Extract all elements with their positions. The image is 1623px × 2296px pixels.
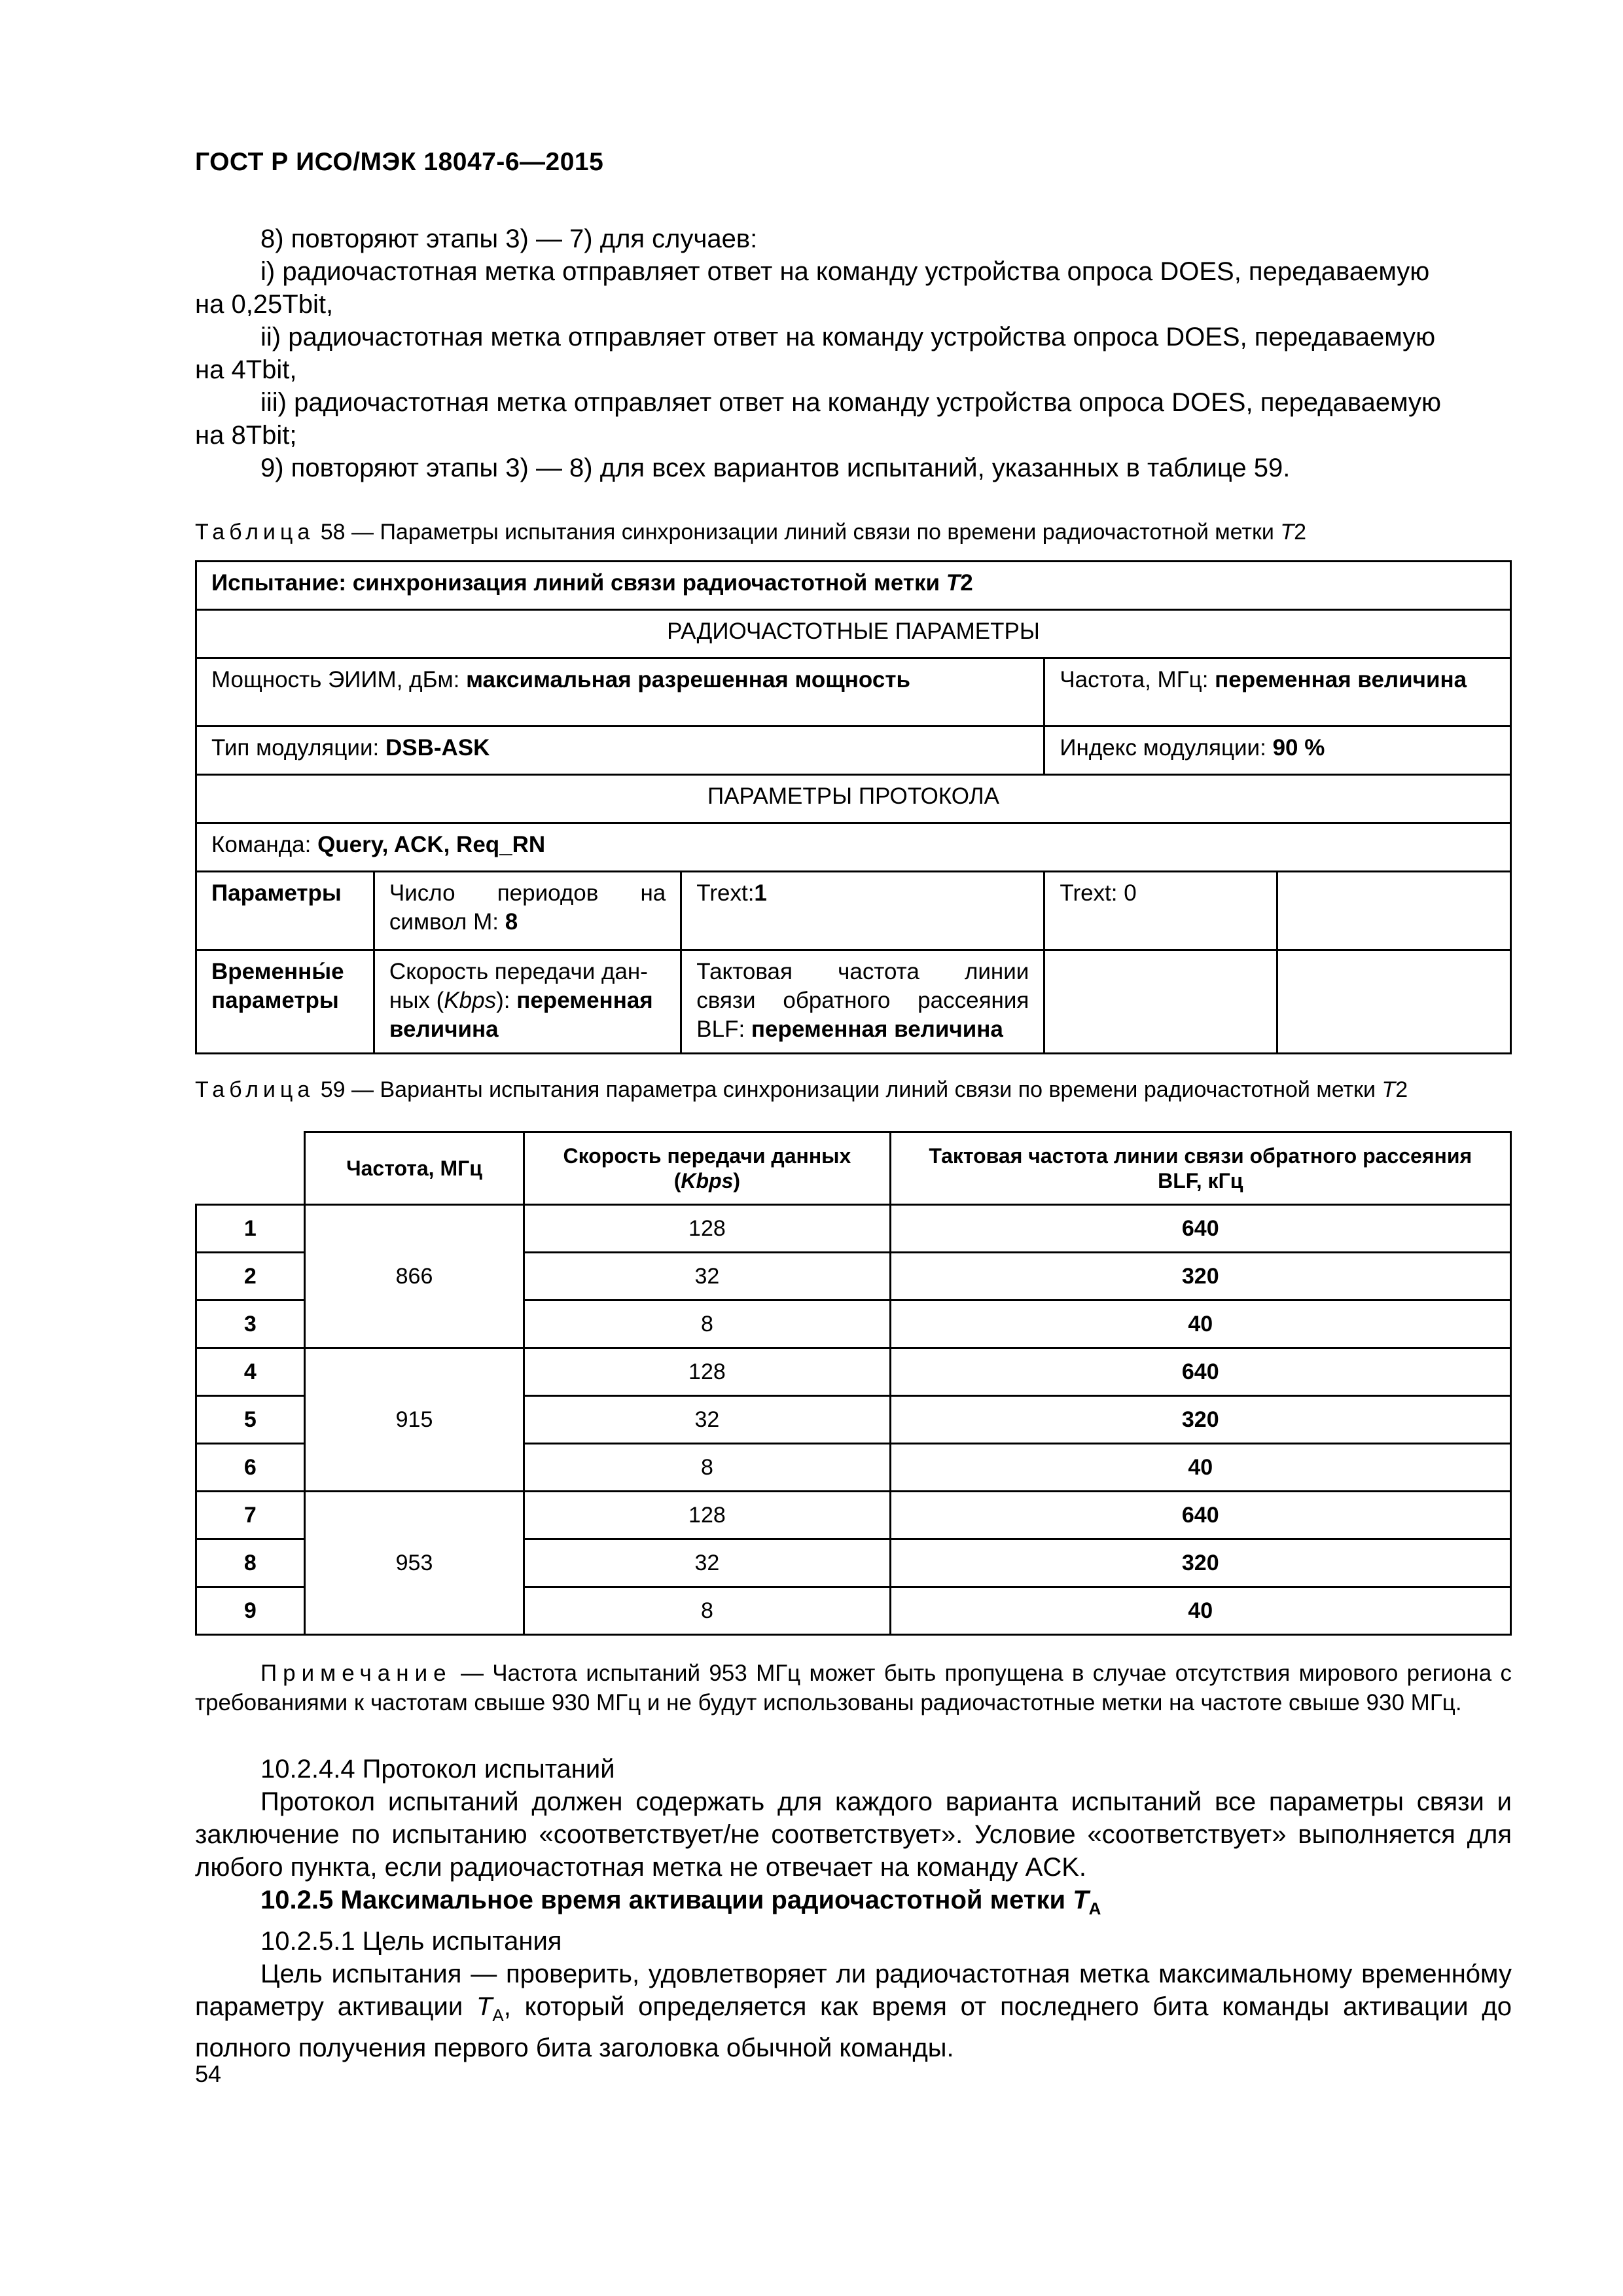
row-number: 6 — [196, 1444, 305, 1492]
rate-cell: 128 — [524, 1492, 890, 1539]
row-number: 9 — [196, 1587, 305, 1635]
rate-cell: 32 — [524, 1539, 890, 1587]
table58-command-cell — [196, 823, 1511, 872]
row-number: 1 — [196, 1205, 305, 1253]
blf-label: BLF: — [696, 1016, 745, 1042]
standard-header: ГОСТ Р ИСО/МЭК 18047-6—2015 — [195, 148, 604, 176]
row-number: 7 — [196, 1492, 305, 1539]
blf-line3 — [696, 1015, 1029, 1044]
blf-cell: 40 — [890, 1587, 1511, 1635]
blf-cell: 40 — [890, 1300, 1511, 1348]
table-row — [196, 1492, 1511, 1539]
modindex-label: Индекс модуляции: — [1060, 735, 1266, 761]
note-text: — Частота испытаний 953 МГц может быть пропущена в случае отсутствия мирового региона с требованиями к частотам свыше 930 МГц и не будут использованы радиочастотные метки на частоте свыше 930 МГц. — [195, 1660, 1512, 1715]
blf-cell: 640 — [890, 1492, 1511, 1539]
row-number: 5 — [196, 1396, 305, 1444]
frequency-cell: 953 — [304, 1492, 524, 1635]
freq-value: переменная величина — [1215, 667, 1467, 692]
note-label: Примечание — [260, 1660, 452, 1686]
command-value: Query, ACK, Req_RN — [317, 832, 546, 857]
table59-caption-symbol-index: 2 — [1395, 1077, 1408, 1102]
table-row — [196, 1348, 1511, 1396]
table-row — [196, 872, 1511, 950]
rate-value: переменная — [516, 988, 653, 1013]
header-rate-kbps: Kbps — [681, 1169, 734, 1193]
blf-cell: 320 — [890, 1539, 1511, 1587]
trext1-value: 1 — [754, 880, 767, 906]
table-59 — [195, 1131, 1512, 1636]
section-10-2-4-4 — [195, 1753, 1512, 1884]
section-body-10-2-5-1-symbol-index: A — [492, 2005, 504, 2025]
rate-cell: 128 — [524, 1348, 890, 1396]
table58-power-cell — [196, 658, 1044, 726]
trext0-cell: Trext: 0 — [1044, 872, 1277, 950]
blf-cell — [681, 950, 1044, 1054]
table58-caption-symbol: T — [1280, 520, 1294, 545]
rate-line1: Скорость передачи дан- — [389, 959, 648, 984]
section-heading-10-2-5 — [195, 1884, 1512, 1925]
periods-cell — [374, 872, 681, 950]
rate-line2 — [389, 986, 666, 1015]
case-ii-line2: на 4Tbit, — [195, 355, 297, 384]
params-label: Параметры — [196, 872, 374, 950]
header-rate-line1: Скорость передачи данных — [563, 1144, 851, 1168]
blf-line2: связи обратного рассеяния — [696, 988, 1029, 1013]
rate-kbps: Kbps — [444, 988, 497, 1013]
frequency-cell: 915 — [304, 1348, 524, 1492]
header-blf — [890, 1132, 1511, 1205]
page-number: 54 — [195, 2060, 222, 2087]
blf-cell: 40 — [890, 1444, 1511, 1492]
rate-cell: 32 — [524, 1253, 890, 1300]
rate-line3: величина — [389, 1016, 499, 1042]
empty-cell — [1044, 950, 1277, 1054]
row-number: 4 — [196, 1348, 305, 1396]
intro-steps — [195, 223, 1512, 484]
header-blf-line2: BLF, кГц — [1158, 1169, 1243, 1193]
header-frequency: Частота, МГц — [304, 1132, 524, 1205]
case-i-line2: на 0,25Tbit, — [195, 290, 334, 319]
trext1-label: Trext: — [696, 880, 755, 906]
rate-cell: 8 — [524, 1300, 890, 1348]
table-row — [196, 726, 1511, 775]
rate-cell: 32 — [524, 1396, 890, 1444]
step-8: 8) повторяют этапы 3) — 7) для случаев: — [260, 224, 758, 253]
table-row — [196, 658, 1511, 726]
section-heading-10-2-4-4: 10.2.4.4 Протокол испытаний — [260, 1755, 615, 1784]
section-heading-10-2-5-symbol-index: A — [1088, 1899, 1101, 1918]
table-58 — [195, 560, 1512, 1054]
table59-caption — [195, 1077, 1408, 1103]
rate-cell: 8 — [524, 1587, 890, 1635]
power-value: максимальная разрешенная мощность — [466, 667, 910, 692]
rate-line2-b: ): — [496, 988, 510, 1013]
table58-modulation-cell — [196, 726, 1044, 775]
table-row — [196, 562, 1511, 610]
table59-caption-text: 59 — Варианты испытания параметра синхронизации линий связи по времени радиочастотной метки — [320, 1077, 1376, 1102]
table-row — [196, 775, 1511, 823]
table58-title-text: Испытание: синхронизация линий связи радиочастотной метки — [211, 570, 940, 596]
command-label: Команда: — [211, 832, 312, 857]
step-9: 9) повторяют этапы 3) — 8) для всех вариантов испытаний, указанных в таблице 59. — [260, 454, 1291, 482]
header-blank — [196, 1132, 305, 1205]
table59-caption-word: Таблица — [195, 1077, 315, 1102]
periods-line2 — [389, 908, 666, 937]
table-row — [196, 610, 1511, 658]
rate-cell: 8 — [524, 1444, 890, 1492]
table58-caption-word: Таблица — [195, 520, 315, 545]
blf-cell: 320 — [890, 1396, 1511, 1444]
rate-cell — [374, 950, 681, 1054]
table58-protocol-header: ПАРАМЕТРЫ ПРОТОКОЛА — [196, 775, 1511, 823]
freq-label: Частота, МГц: — [1060, 667, 1209, 692]
header-rate-line2: (Kbps) — [673, 1169, 741, 1193]
table-row — [196, 950, 1511, 1054]
table-row — [196, 823, 1511, 872]
table58-caption-text: 58 — Параметры испытания синхронизации линий связи по времени радиочастотной метки — [320, 520, 1274, 545]
periods-value: 8 — [505, 909, 518, 935]
row-number: 2 — [196, 1253, 305, 1300]
row-number: 8 — [196, 1539, 305, 1587]
section-body-10-2-5-1-symbol: T — [476, 1992, 493, 2021]
table58-title-symbol: T — [946, 570, 961, 596]
section-heading-10-2-5-1: 10.2.5.1 Цель испытания — [260, 1927, 562, 1956]
section-body-10-2-5-1-a: Цель испытания — проверить, удовлетворяет ли радиочастотная метка максимальному временно́му параметру активации — [195, 1960, 1512, 2021]
section-10-2-5 — [195, 1884, 1512, 2064]
modulation-label: Тип модуляции: — [211, 735, 380, 761]
modindex-value: 90 % — [1272, 735, 1325, 761]
rate-cell: 128 — [524, 1205, 890, 1253]
table58-modindex-cell — [1044, 726, 1511, 775]
table-row — [196, 1205, 1511, 1253]
frequency-cell: 866 — [304, 1205, 524, 1348]
empty-cell — [1277, 950, 1510, 1054]
blf-value: переменная величина — [751, 1016, 1003, 1042]
rate-line2-a: ных ( — [389, 988, 444, 1013]
timing-label-line2: параметры — [211, 988, 339, 1013]
timing-label-line1: Временны́е — [211, 959, 344, 984]
table58-rf-header: РАДИОЧАСТОТНЫЕ ПАРАМЕТРЫ — [196, 610, 1511, 658]
case-ii-line1: ii) радиочастотная метка отправляет ответ на команду устройства опроса DOES, передаваемую — [260, 323, 1436, 351]
blf-line1: Тактовая частота линии — [696, 959, 1029, 984]
section-body-10-2-4-4: Протокол испытаний должен содержать для каждого варианта испытаний все параметры связи и заключение по испытанию «соответствует/не соответствует». Условие «соответствует» выполняется для любого пункта, если радиочастотная метка не отвечает на команду ACK. — [195, 1787, 1512, 1882]
table58-caption-symbol-index: 2 — [1294, 520, 1307, 545]
section-heading-10-2-5-text: 10.2.5 Максимальное время активации радиочастотной метки — [260, 1886, 1066, 1914]
case-iii-line2: на 8Tbit; — [195, 421, 297, 450]
trext1-cell — [681, 872, 1044, 950]
table58-freq-cell — [1044, 658, 1511, 726]
table58-title-symbol-index: 2 — [960, 570, 973, 596]
modulation-value: DSB-ASK — [385, 735, 490, 761]
table-header-row — [196, 1132, 1511, 1205]
empty-cell — [1277, 872, 1510, 950]
header-rate — [524, 1132, 890, 1205]
row-number: 3 — [196, 1300, 305, 1348]
power-label: Мощность ЭИИМ, дБм: — [211, 667, 460, 692]
blf-cell: 640 — [890, 1205, 1511, 1253]
timing-label — [196, 950, 374, 1054]
blf-cell: 320 — [890, 1253, 1511, 1300]
section-body-10-2-5-1 — [195, 1958, 1512, 2064]
periods-line1: Число периодов на — [389, 880, 666, 906]
case-iii-line1: iii) радиочастотная метка отправляет ответ на команду устройства опроса DOES, передаваемую — [260, 388, 1442, 417]
section-heading-10-2-5-symbol: T — [1073, 1886, 1089, 1914]
table58-caption — [195, 520, 1306, 545]
blf-cell: 640 — [890, 1348, 1511, 1396]
section-body-10-2-5-1-b: , который определяется как время от последнего бита команды активации до полного получения первого бита заголовка обычной команды. — [195, 1992, 1512, 2062]
table59-note — [195, 1659, 1512, 1717]
header-blf-line1: Тактовая частота линии связи обратного рассеяния — [929, 1144, 1472, 1168]
case-i-line1: i) радиочастотная метка отправляет ответ на команду устройства опроса DOES, передаваемую — [260, 257, 1430, 286]
table59-caption-symbol: T — [1382, 1077, 1396, 1102]
table58-title — [196, 562, 1511, 610]
periods-label: символ M: — [389, 909, 499, 935]
